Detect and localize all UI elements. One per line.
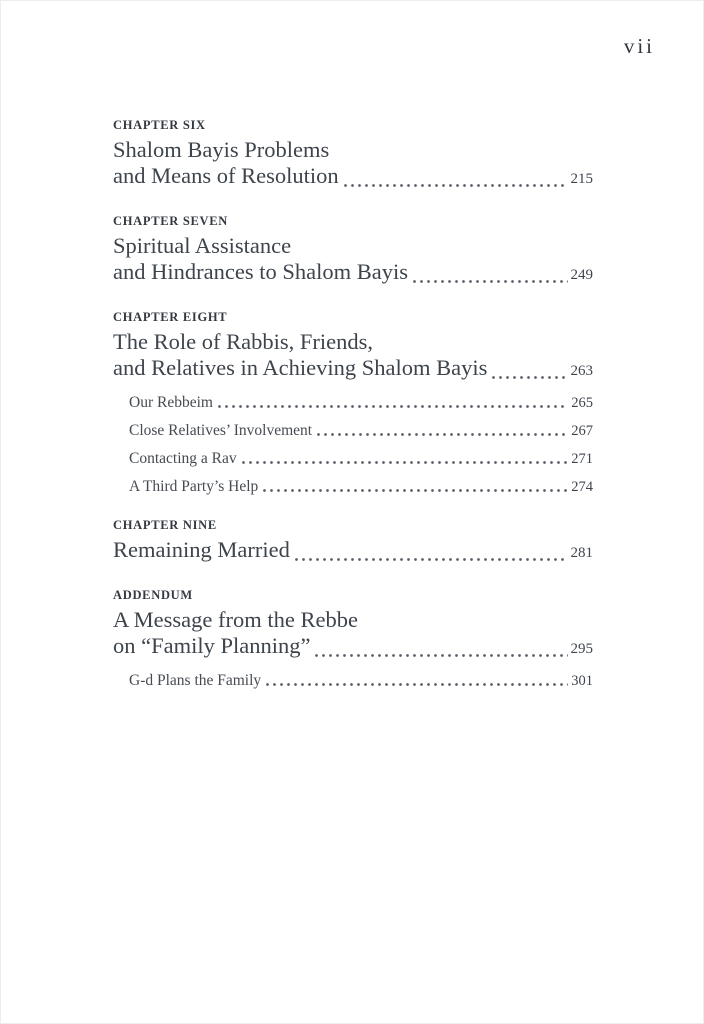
chapter-title-line — [113, 233, 593, 259]
chapter-label: CHAPTER NINE — [113, 518, 217, 532]
dot-leader — [218, 405, 568, 408]
dot-leader — [242, 461, 569, 464]
subentry-title: Contacting a Rav — [129, 450, 237, 467]
subentry-title: Close Relatives’ Involvement — [129, 422, 313, 439]
chapter-title-text: on “Family Planning” — [113, 633, 311, 658]
chapter-title-line — [113, 355, 593, 384]
toc-subentry — [129, 672, 593, 690]
chapter-title-line — [113, 259, 593, 288]
chapter-title-text: and Hindrances to Shalom Bayis — [113, 259, 408, 284]
dot-leader — [344, 184, 568, 187]
chapter-title-line — [113, 163, 593, 192]
dot-leader — [413, 280, 568, 283]
toc-section-chapter-eight — [113, 310, 593, 496]
subentry-page-number: 301 — [571, 673, 593, 689]
chapter-title-text: Shalom Bayis Problems — [113, 137, 330, 162]
dot-leader — [266, 683, 568, 686]
toc-subentry — [129, 394, 593, 412]
chapter-title-line — [113, 607, 593, 633]
chapter-label: CHAPTER SIX — [113, 118, 206, 132]
chapter-label: ADDENDUM — [113, 588, 193, 602]
chapter-title-text: A Message from the Rebbe — [113, 607, 358, 632]
chapter-title-text: The Role of Rabbis, Friends, — [113, 329, 373, 354]
subentry-title: G-d Plans the Family — [129, 672, 262, 689]
chapter-page-number: 295 — [570, 641, 593, 657]
chapter-label: CHAPTER SEVEN — [113, 214, 229, 228]
dot-leader — [263, 489, 568, 492]
chapter-title-text: Spiritual Assistance — [113, 233, 292, 258]
dot-leader — [492, 376, 567, 379]
page-folio: vii — [623, 34, 655, 58]
chapter-title-line — [113, 633, 593, 662]
subentry-page-number: 274 — [571, 479, 593, 495]
toc-subentry — [129, 478, 593, 496]
chapter-title-line — [113, 329, 593, 355]
subentry-title: A Third Party’s Help — [129, 478, 259, 495]
chapter-title-line — [113, 537, 593, 566]
chapter-page-number: 281 — [570, 545, 593, 561]
toc-subentry — [129, 450, 593, 468]
subentry-title: Our Rebbeim — [129, 394, 213, 411]
toc-subentry — [129, 422, 593, 440]
chapter-page-number: 263 — [570, 363, 593, 379]
toc-section-chapter-seven — [113, 214, 593, 288]
chapter-title-text: and Relatives in Achieving Shalom Bayis — [113, 355, 488, 380]
subentry-page-number: 271 — [571, 451, 593, 467]
chapter-title-text: Remaining Married — [113, 537, 290, 562]
chapter-page-number: 215 — [570, 171, 593, 187]
toc-section-chapter-six — [113, 118, 593, 192]
dot-leader — [295, 558, 568, 561]
dot-leader — [317, 433, 568, 436]
chapter-page-number: 249 — [570, 267, 593, 283]
dot-leader — [315, 654, 567, 657]
toc-section-chapter-nine — [113, 518, 593, 566]
table-of-contents — [113, 118, 593, 712]
chapter-title-text: and Means of Resolution — [113, 163, 339, 188]
toc-section-addendum — [113, 588, 593, 690]
subentry-page-number: 265 — [571, 395, 593, 411]
chapter-label: CHAPTER EIGHT — [113, 310, 228, 324]
subentry-page-number: 267 — [571, 423, 593, 439]
chapter-title-line — [113, 137, 593, 163]
